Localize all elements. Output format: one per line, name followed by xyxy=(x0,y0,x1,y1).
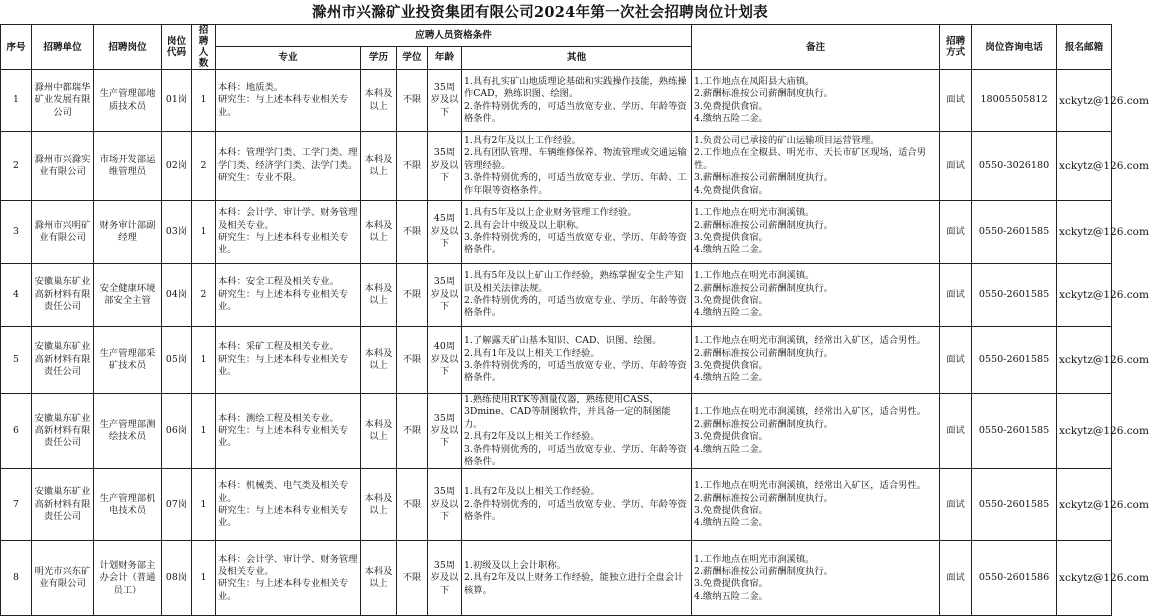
cell-phone: 0550-2601585 xyxy=(972,201,1057,264)
cell-count: 2 xyxy=(192,132,216,201)
header-degree: 学位 xyxy=(397,46,428,69)
cell-other: 1.熟练使用RTK等测量仪器，熟练使用CASS、3Dmine、CAD等制图软件，并具备一定的制图能力。 2.具有2年及以上相关工作经验。 3.条件特别优秀的，可适当放宽专业、学历、年龄等资格条件。 xyxy=(462,394,692,469)
cell-remark: 1.工作地点在明光市涧溪镇。 2.薪酬标准按公司薪酬制度执行。 3.免费提供食宿。 4.缴纳五险二金。 xyxy=(692,201,940,264)
cell-method: 面试 xyxy=(940,201,972,264)
cell-post: 生产管理部采矿技术员 xyxy=(94,327,162,394)
cell-count: 1 xyxy=(192,394,216,469)
cell-age: 35周岁及以下 xyxy=(428,264,462,327)
cell-phone: 0550-2601585 xyxy=(972,394,1057,469)
table-row xyxy=(1,469,1112,541)
cell-phone: 0550-2601586 xyxy=(972,541,1057,616)
cell-remark: 1.负责公司已承接的矿山运输项目运营管理。 2.工作地点在全椒县、明光市、天长市矿区现场，适合男性。 3.薪酬标准按公司薪酬制度执行。 4.免费提供食宿。 xyxy=(692,132,940,201)
cell-unit: 明光市兴东矿业有限公司 xyxy=(32,541,94,616)
cell-post: 安全健康环境部安全主管 xyxy=(94,264,162,327)
header-qualifications: 应聘人员资格条件 xyxy=(216,25,692,47)
cell-method: 面试 xyxy=(940,132,972,201)
cell-edu: 本科及以上 xyxy=(361,327,397,394)
cell-age: 45周岁及以下 xyxy=(428,201,462,264)
cell-email: xckytz@126.com xyxy=(1057,541,1112,616)
cell-unit: 安徽巢东矿业高新材料有限责任公司 xyxy=(32,394,94,469)
cell-email: xckytz@126.com xyxy=(1057,132,1112,201)
cell-age: 35周岁及以下 xyxy=(428,469,462,541)
table-row xyxy=(1,70,1112,132)
cell-post: 财务审计部副经理 xyxy=(94,201,162,264)
cell-code: 01岗 xyxy=(162,70,192,132)
cell-degree: 不限 xyxy=(397,469,428,541)
cell-phone: 0550-2601585 xyxy=(972,327,1057,394)
cell-age: 35周岁及以下 xyxy=(428,541,462,616)
cell-method: 面试 xyxy=(940,327,972,394)
cell-other: 1.具有扎实矿山地质理论基础和实践操作技能，熟练操作CAD，熟练识图、绘图。 2.条件特别优秀的，可适当放宽专业、学历、年龄等资格条件。 xyxy=(462,70,692,132)
cell-email: xckytz@126.com xyxy=(1057,70,1112,132)
cell-post: 生产管理部地质技术员 xyxy=(94,70,162,132)
cell-age: 40周岁及以下 xyxy=(428,327,462,394)
cell-other: 1.具有2年及以上工作经验。 2.具有团队管理、车辆维修保养、物流管理或交通运输管理经验。 3.条件特别优秀的，可适当放宽专业、学历、年龄、工作年限等资格条件。 xyxy=(462,132,692,201)
cell-code: 06岗 xyxy=(162,394,192,469)
cell-email: xckytz@126.com xyxy=(1057,394,1112,469)
cell-edu: 本科及以上 xyxy=(361,394,397,469)
cell-post: 市场开发部运维管理员 xyxy=(94,132,162,201)
cell-unit: 安徽巢东矿业高新材料有限责任公司 xyxy=(32,327,94,394)
cell-count: 1 xyxy=(192,469,216,541)
cell-email: xckytz@126.com xyxy=(1057,201,1112,264)
cell-degree: 不限 xyxy=(397,394,428,469)
cell-major: 本科：测绘工程及相关专业。 研究生：与上述本科专业相关专业。 xyxy=(216,394,361,469)
header-unit: 招聘单位 xyxy=(32,25,94,70)
table-row xyxy=(1,201,1112,264)
cell-other: 1.具有5年及以上企业财务管理工作经验。 2.具有会计中级及以上职称。 3.条件特别优秀的，可适当放宽专业、学历、年龄等资格条件。 xyxy=(462,201,692,264)
cell-major: 本科：地质类。 研究生：与上述本科专业相关专业。 xyxy=(216,70,361,132)
header-age: 年龄 xyxy=(428,46,462,69)
cell-code: 02岗 xyxy=(162,132,192,201)
cell-remark: 1.工作地点在明光市涧溪镇，经常出入矿区，适合男性。 2.薪酬标准按公司薪酬制度执行。 3.免费提供食宿。 4.缴纳五险二金。 xyxy=(692,394,940,469)
cell-remark: 1.工作地点在明光市涧溪镇，经常出入矿区，适合男性。 2.薪酬标准按公司薪酬制度执行。 3.免费提供食宿。 4.缴纳五险二金。 xyxy=(692,327,940,394)
cell-remark: 1.工作地点在明光市涧溪镇。 2.薪酬标准按公司薪酬制度执行。 3.免费提供食宿。 4.缴纳五险二金。 xyxy=(692,541,940,616)
cell-other: 1.具有5年及以上矿山工作经验，熟练掌握安全生产知识及相关法律法规。 2.条件特别优秀的，可适当放宽专业、学历、年龄等资格条件。 xyxy=(462,264,692,327)
cell-unit: 滁州市兴明矿业有限公司 xyxy=(32,201,94,264)
header-phone: 岗位咨询电话 xyxy=(972,25,1057,70)
cell-seq: 5 xyxy=(1,327,32,394)
cell-other: 1.初级及以上会计职称。 2.具有2年及以上财务工作经验，能独立进行全盘会计核算。 xyxy=(462,541,692,616)
recruitment-table xyxy=(0,24,1149,616)
header-seq: 序号 xyxy=(1,25,32,70)
cell-code: 08岗 xyxy=(162,541,192,616)
cell-seq: 8 xyxy=(1,541,32,616)
cell-degree: 不限 xyxy=(397,201,428,264)
cell-degree: 不限 xyxy=(397,327,428,394)
cell-post: 生产管理部测绘技术员 xyxy=(94,394,162,469)
cell-degree: 不限 xyxy=(397,132,428,201)
cell-method: 面试 xyxy=(940,70,972,132)
cell-edu: 本科及以上 xyxy=(361,70,397,132)
header-row-top xyxy=(1,25,1112,47)
header-email: 报名邮箱 xyxy=(1057,25,1112,70)
cell-other: 1.具有2年及以上相关工作经验。 2.条件特别优秀的，可适当放宽专业、学历、年龄等资格条件。 xyxy=(462,469,692,541)
cell-seq: 6 xyxy=(1,394,32,469)
cell-age: 35周岁及以下 xyxy=(428,394,462,469)
cell-email: xckytz@126.com xyxy=(1057,469,1112,541)
cell-method: 面试 xyxy=(940,541,972,616)
cell-phone: 0550-2601585 xyxy=(972,264,1057,327)
cell-seq: 2 xyxy=(1,132,32,201)
cell-remark: 1.工作地点在明光市涧溪镇，经常出入矿区，适合男性。 2.薪酬标准按公司薪酬制度执行。 3.免费提供食宿。 4.缴纳五险二金。 xyxy=(692,469,940,541)
cell-degree: 不限 xyxy=(397,264,428,327)
cell-major: 本科：安全工程及相关专业。 研究生：与上述本科专业相关专业。 xyxy=(216,264,361,327)
cell-phone: 0550-2601585 xyxy=(972,469,1057,541)
cell-post: 计划财务部主办会计（普通员工） xyxy=(94,541,162,616)
cell-code: 04岗 xyxy=(162,264,192,327)
cell-edu: 本科及以上 xyxy=(361,264,397,327)
cell-count: 1 xyxy=(192,327,216,394)
cell-seq: 1 xyxy=(1,70,32,132)
table-row xyxy=(1,541,1112,616)
cell-age: 35周岁及以下 xyxy=(428,70,462,132)
cell-major: 本科：会计学、审计学、财务管理及相关专业。 研究生：与上述本科专业相关专业。 xyxy=(216,541,361,616)
cell-count: 2 xyxy=(192,264,216,327)
table-row xyxy=(1,327,1112,394)
page-title: 滁州市兴滁矿业投资集团有限公司2024年第一次社会招聘岗位计划表 xyxy=(312,4,768,21)
cell-phone: 18005505812 xyxy=(972,70,1057,132)
cell-unit: 安徽巢东矿业高新材料有限责任公司 xyxy=(32,469,94,541)
cell-seq: 4 xyxy=(1,264,32,327)
cell-major: 本科：会计学、审计学、财务管理及相关专业。 研究生：与上述本科专业相关专业。 xyxy=(216,201,361,264)
cell-unit: 滁州市兴滁实业有限公司 xyxy=(32,132,94,201)
cell-major: 本科：机械类、电气类及相关专业。 研究生：与上述本科专业相关专业。 xyxy=(216,469,361,541)
table-row xyxy=(1,132,1112,201)
cell-edu: 本科及以上 xyxy=(361,541,397,616)
cell-seq: 3 xyxy=(1,201,32,264)
table-row xyxy=(1,264,1112,327)
cell-email: xckytz@126.com xyxy=(1057,327,1112,394)
cell-method: 面试 xyxy=(940,264,972,327)
table-row xyxy=(1,394,1112,469)
header-post: 招聘岗位 xyxy=(94,25,162,70)
cell-post: 生产管理部机电技术员 xyxy=(94,469,162,541)
cell-remark: 1.工作地点在明光市涧溪镇。 2.薪酬标准按公司薪酬制度执行。 3.免费提供食宿。 4.缴纳五险二金。 xyxy=(692,264,940,327)
cell-age: 35周岁及以下 xyxy=(428,132,462,201)
cell-edu: 本科及以上 xyxy=(361,469,397,541)
cell-degree: 不限 xyxy=(397,70,428,132)
cell-degree: 不限 xyxy=(397,541,428,616)
cell-major: 本科：管理学门类、工学门类、理学门类、经济学门类、法学门类。 研究生：专业不限。 xyxy=(216,132,361,201)
cell-count: 1 xyxy=(192,201,216,264)
cell-code: 07岗 xyxy=(162,469,192,541)
header-count: 招聘人数 xyxy=(192,25,216,70)
cell-count: 1 xyxy=(192,541,216,616)
header-method: 招聘方式 xyxy=(940,25,972,70)
cell-code: 03岗 xyxy=(162,201,192,264)
header-code: 岗位代码 xyxy=(162,25,192,70)
header-major: 专业 xyxy=(216,46,361,69)
header-edu: 学历 xyxy=(361,46,397,69)
cell-unit: 滁州中都瑞华矿业发展有限公司 xyxy=(32,70,94,132)
cell-count: 1 xyxy=(192,70,216,132)
table-body xyxy=(1,70,1149,616)
header-other: 其他 xyxy=(462,46,692,69)
cell-email: xckytz@126.com xyxy=(1057,264,1112,327)
cell-edu: 本科及以上 xyxy=(361,201,397,264)
cell-seq: 7 xyxy=(1,469,32,541)
cell-phone: 0550-3026180 xyxy=(972,132,1057,201)
cell-major: 本科：采矿工程及相关专业。 研究生：与上述本科专业相关专业。 xyxy=(216,327,361,394)
cell-code: 05岗 xyxy=(162,327,192,394)
cell-method: 面试 xyxy=(940,394,972,469)
cell-remark: 1.工作地点在凤阳县大庙镇。 2.薪酬标准按公司薪酬制度执行。 3.免费提供食宿。 4.缴纳五险二金。 xyxy=(692,70,940,132)
cell-other: 1.了解露天矿山基本知识、CAD、识图、绘图。 2.具有1年及以上相关工作经验。 3.条件特别优秀的，可适当放宽专业、学历、年龄等资格条件。 xyxy=(462,327,692,394)
header-remark: 备注 xyxy=(692,25,940,70)
cell-method: 面试 xyxy=(940,469,972,541)
cell-unit: 安徽巢东矿业高新材料有限责任公司 xyxy=(32,264,94,327)
cell-edu: 本科及以上 xyxy=(361,132,397,201)
